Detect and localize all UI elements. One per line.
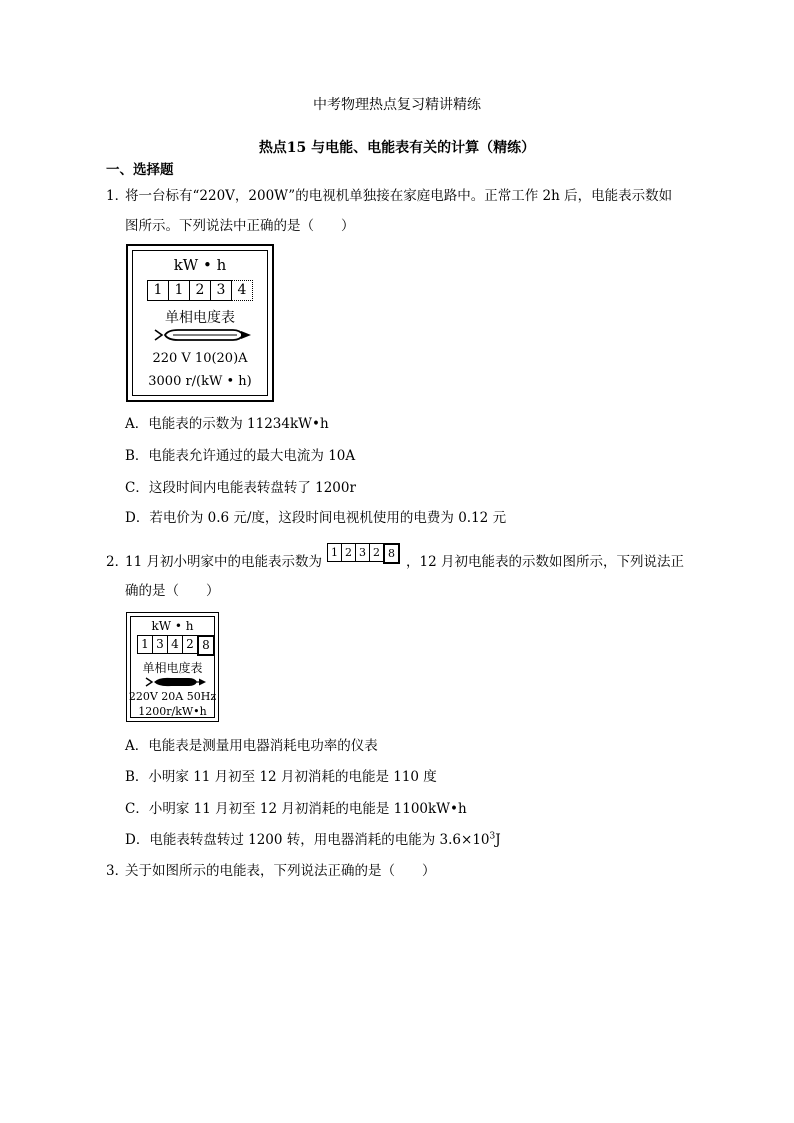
q1-meter-rating: 220 V 10(20)A bbox=[152, 351, 248, 366]
q2-inline-digit: 2 bbox=[341, 543, 356, 562]
q1-meter-constant: 3000 r/(kW • h) bbox=[148, 374, 252, 389]
q1-meter-unit: kW • h bbox=[173, 256, 227, 274]
q3-number: 3． bbox=[106, 863, 129, 879]
q1-meter-digit: 2 bbox=[189, 280, 211, 301]
page-title: 中考物理热点复习精讲精练 bbox=[313, 97, 481, 113]
q1-meter-digits bbox=[148, 280, 253, 301]
q1-number: 1． bbox=[106, 188, 129, 204]
q1-meter-inner-frame bbox=[132, 250, 268, 396]
q2-inline-digit: 2 bbox=[369, 543, 384, 562]
q2-meter-digits bbox=[138, 635, 215, 656]
q1-meter-digit: 3 bbox=[210, 280, 232, 301]
q2-meter-constant: 1200r/kW•h bbox=[138, 705, 207, 718]
q2-inline-meter-digits bbox=[328, 543, 400, 564]
q2-option-d-unit: J bbox=[495, 832, 501, 848]
q2-option-d-text: D．电能表转盘转过 1200 转，用电器消耗的电能为 3.6×10 bbox=[125, 832, 490, 848]
q2-meter-digit: 3 bbox=[152, 635, 168, 654]
q1-meter-figure bbox=[126, 244, 274, 402]
q2-inline-digit: 3 bbox=[355, 543, 370, 562]
q2-inline-digit: 1 bbox=[327, 543, 342, 562]
q2-meter-digit: 4 bbox=[167, 635, 183, 654]
q2-meter-arrow-icon bbox=[145, 676, 207, 688]
q1-line2: 图所示。下列说法中正确的是（ ） bbox=[125, 218, 355, 234]
q2-line1-pre: 11 月初小明家中的电能表示数为 bbox=[125, 554, 322, 570]
q1-meter-arrow-icon bbox=[153, 328, 253, 342]
page-subtitle: 热点15 与电能、电能表有关的计算（精练） bbox=[258, 140, 536, 156]
q2-meter-inner-frame bbox=[130, 616, 215, 718]
q2-line2: 确的是（ ） bbox=[125, 583, 220, 599]
q2-meter-name: 单相电度表 bbox=[142, 661, 203, 675]
q1-meter-digit: 1 bbox=[168, 280, 190, 301]
q2-meter-digit: 1 bbox=[137, 635, 153, 654]
q2-meter-digit-decimal: 8 bbox=[197, 635, 215, 656]
q1-line1: 将一台标有“220V，200W”的电视机单独接在家庭电路中。正常工作 2h 后，电能表示数如 bbox=[125, 188, 673, 204]
q2-option-a: A．电能表是测量用电器消耗电功率的仪表 bbox=[125, 738, 378, 754]
q2-number: 2． bbox=[106, 554, 129, 570]
q2-meter-figure bbox=[126, 612, 219, 722]
q1-meter-digit-decimal: 4 bbox=[231, 280, 253, 301]
q2-option-c: C．小明家 11 月初至 12 月初消耗的电能是 1100kW•h bbox=[125, 801, 467, 817]
q2-inline-digit-decimal: 8 bbox=[383, 543, 400, 564]
q2-meter-rating: 220V 20A 50Hz bbox=[128, 690, 217, 703]
q1-meter-name: 单相电度表 bbox=[165, 310, 235, 326]
q2-meter-digit: 2 bbox=[182, 635, 198, 654]
q2-line1-post: ，12 月初电能表的示数如图所示，下列说法正 bbox=[406, 554, 684, 570]
q3-text: 关于如图所示的电能表，下列说法正确的是（ ） bbox=[125, 863, 436, 879]
q2-meter-unit: kW • h bbox=[151, 619, 194, 633]
q1-meter-digit: 1 bbox=[147, 280, 169, 301]
q2-option-b: B．小明家 11 月初至 12 月初消耗的电能是 110 度 bbox=[125, 769, 437, 785]
q1-option-d: D．若电价为 0.6 元/度，这段时间电视机使用的电费为 0.12 元 bbox=[125, 510, 507, 526]
q2-option-d bbox=[125, 831, 501, 849]
q1-option-b: B．电能表允许通过的最大电流为 10A bbox=[125, 448, 356, 464]
q1-option-a: A．电能表的示数为 11234kW•h bbox=[125, 416, 329, 432]
q2-option-d-exponent: 3 bbox=[489, 831, 496, 842]
q1-option-c: C．这段时间内电能表转盘转了 1200r bbox=[125, 480, 356, 496]
section-heading: 一、选择题 bbox=[106, 162, 174, 178]
